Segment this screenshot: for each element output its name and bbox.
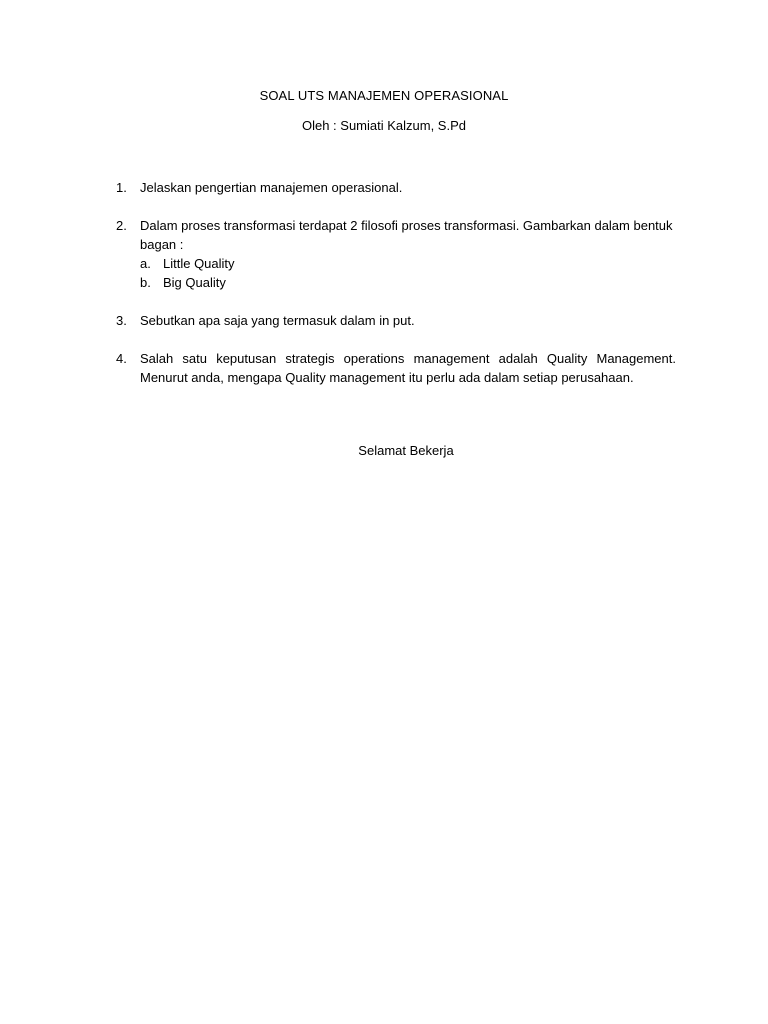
- question-number: 4.: [116, 351, 127, 366]
- question-text: Sebutkan apa saja yang termasuk dalam in put.: [140, 313, 415, 328]
- question-list: [116, 178, 676, 406]
- question-number: 3.: [116, 313, 127, 328]
- question-item: [116, 178, 676, 197]
- sub-item: [140, 254, 676, 273]
- closing-text: Selamat Bekerja: [358, 443, 454, 458]
- question-number: 1.: [116, 180, 127, 195]
- sub-item: [140, 273, 676, 292]
- sub-item-text: Big Quality: [163, 275, 226, 290]
- sub-item-text: Little Quality: [163, 256, 235, 271]
- author-line: Oleh : Sumiati Kalzum, S.Pd: [301, 118, 466, 133]
- question-item: [116, 216, 676, 292]
- question-item: [116, 311, 676, 330]
- document-title: SOAL UTS MANAJEMEN OPERASIONAL: [259, 88, 509, 103]
- question-text: Jelaskan pengertian manajemen operasional.: [140, 180, 403, 195]
- question-number: 2.: [116, 218, 127, 233]
- question-text: Salah satu keputusan strategis operations management adalah Quality Management. Menurut anda, mengapa Quality management itu perlu ada dalam setiap perusahaan.: [140, 351, 676, 385]
- question-item: [116, 349, 676, 387]
- sub-item-letter: b.: [140, 275, 151, 290]
- question-text: Dalam proses transformasi terdapat 2 filosofi proses transformasi. Gambarkan dalam bentuk bagan :: [140, 218, 673, 252]
- sub-item-letter: a.: [140, 256, 151, 271]
